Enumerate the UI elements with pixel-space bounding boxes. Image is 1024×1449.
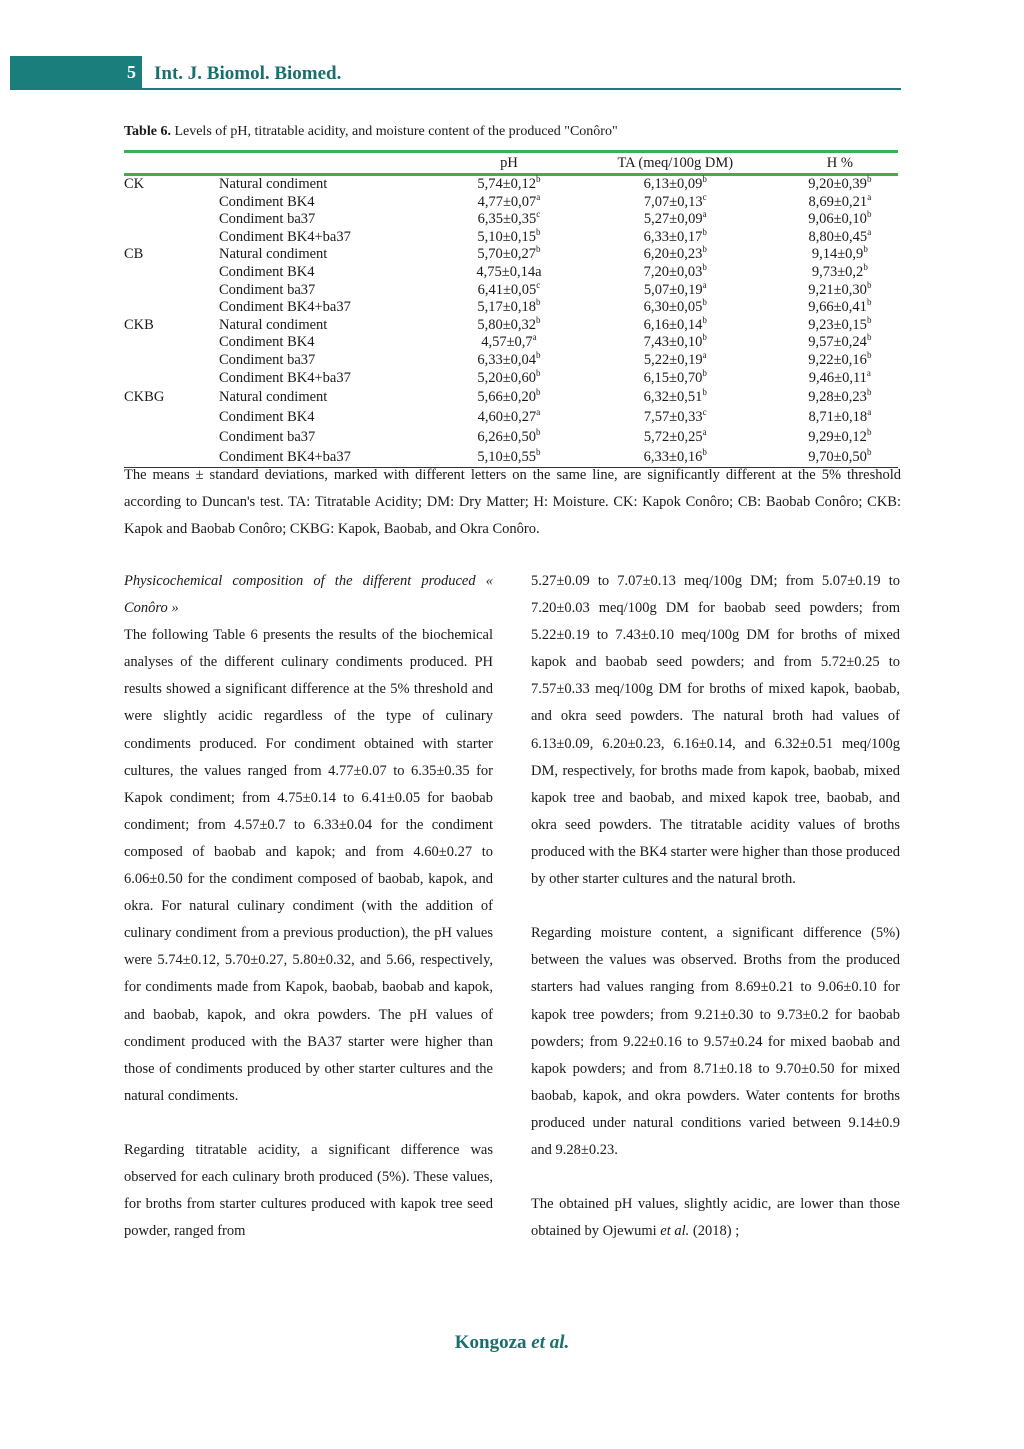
cell-condiment-value: Natural condiment	[219, 176, 328, 192]
table-row	[124, 211, 898, 229]
cell-ph-value: 5,10±0,15	[477, 228, 537, 245]
table-body	[124, 175, 898, 468]
cell-ph	[449, 334, 569, 352]
col-header-ph: pH	[449, 152, 569, 175]
table-label: Table 6.	[124, 124, 171, 139]
cell-condiment	[219, 229, 449, 247]
cell-ph-value: 5,10±0,55	[477, 449, 537, 466]
table-row	[124, 407, 898, 427]
cell-ph-value: 5,74±0,12	[477, 176, 537, 192]
cell-moisture-letter: a	[867, 226, 872, 237]
cell-ta	[569, 264, 782, 282]
cell-ta-value: 7,20±0,03	[643, 263, 703, 280]
cell-condiment	[219, 175, 449, 194]
cell-ta	[569, 387, 782, 407]
cell-ph-value: 6,35±0,35	[477, 211, 537, 228]
cell-moisture-value: 9,29±0,12	[808, 429, 867, 446]
cell-ph	[449, 407, 569, 427]
cell-ph	[449, 226, 569, 247]
cell-condiment-value: Natural condiment	[219, 316, 328, 333]
cell-moisture-letter: b	[866, 279, 872, 290]
cell-ta-value: 6,30±0,05	[643, 299, 703, 316]
cell-moisture-letter: b	[866, 209, 872, 220]
cell-moisture-letter: a	[867, 191, 872, 202]
cell-group-value: CK	[124, 176, 145, 192]
cell-condiment	[219, 317, 449, 335]
cell-group	[124, 211, 219, 229]
cell-ph-value: 5,70±0,27	[477, 246, 537, 263]
cell-group	[124, 246, 219, 264]
cell-moisture-value: 9,14±0,9	[811, 246, 864, 263]
paragraph: Regarding moisture content, a significant difference (5%) between the values was observed. Broths from the produced starters had values ranging from 8.69±0.21 to 9.06±0.10 for kapok tree powders; from 9.21±0.30 to 9.73±0.2 for baobab powders; from 9.22±0.16 to 9.57±0.24 for mixed baobab and kapok powders; and from 8.71±0.18 to 9.70±0.50 for mixed baobab, kapok, and okra powders. Water contents for broths produced under natural conditions varied between 9.14±0.9 and 9.28±0.23.	[531, 925, 900, 1158]
cell-group	[124, 334, 219, 352]
cell-ph	[449, 314, 569, 335]
cell-ta	[569, 352, 782, 370]
left-column	[124, 568, 493, 1245]
cell-ph	[449, 299, 569, 317]
col-header-condiment	[219, 152, 449, 175]
section-heading: Physicochemical composition of the different produced « Conôro »	[124, 573, 493, 617]
cell-ta	[569, 314, 782, 335]
cell-ph	[449, 352, 569, 370]
cell-moisture	[782, 226, 898, 247]
cell-condiment-value: Condiment BK4	[219, 193, 315, 210]
cell-condiment-value: Condiment ba37	[219, 211, 316, 228]
table-note: The means ± standard deviations, marked with different letters on the same line, are significantly different at the 5% threshold according to Duncan's test. TA: Titratable Acidity; DM: Dry Matter; H: Moisture. CK: Kapok Conôro; CB: Baobab Conôro; CKB: Kapok and Baobab Conôro; CKBG: Kapok, Baobab, and Okra Conôro.	[124, 467, 901, 537]
table-caption	[124, 124, 904, 140]
running-header	[10, 56, 901, 90]
cell-ph	[449, 387, 569, 407]
cell-ta-letter: b	[702, 244, 707, 255]
table-row	[124, 194, 898, 212]
cell-ph-value: 6,26±0,50	[477, 429, 537, 446]
cell-group	[124, 264, 219, 282]
cell-ta	[569, 299, 782, 317]
cell-ph-letter: b	[536, 297, 541, 308]
cell-moisture	[782, 407, 898, 427]
journal-title: Int. J. Biomol. Biomed.	[154, 63, 342, 84]
cell-ta-letter: a	[702, 427, 707, 438]
cell-ph-letter: c	[536, 279, 541, 290]
page-number: 5	[10, 56, 142, 88]
cell-ta-value: 6,32±0,51	[643, 389, 703, 406]
cell-ta-value: 5,22±0,19	[643, 351, 703, 368]
cell-ph-value: 5,80±0,32	[477, 316, 537, 333]
cell-ta-value: 5,72±0,25	[643, 429, 703, 446]
cell-moisture	[782, 367, 898, 388]
cell-ta-value: 5,07±0,19	[643, 281, 703, 298]
cell-condiment-value: Condiment BK4	[219, 334, 315, 351]
cell-ta	[569, 246, 782, 264]
cell-moisture-value: 8,71±0,18	[808, 409, 868, 426]
table-row	[124, 427, 898, 447]
cell-group-value: CKBG	[124, 389, 165, 406]
cell-group	[124, 370, 219, 388]
cell-condiment-value: Condiment BK4+ba37	[219, 449, 351, 466]
table-row	[124, 317, 898, 335]
cell-condiment-value: Natural condiment	[219, 389, 328, 406]
cell-condiment	[219, 387, 449, 407]
cell-ph-value: 5,17±0,18	[477, 299, 537, 316]
cell-moisture-value: 9,73±0,2	[811, 263, 864, 280]
table-row	[124, 282, 898, 300]
cell-ta	[569, 279, 782, 300]
cell-ph-value: 4,57±0,7	[481, 334, 533, 351]
cell-ph-letter: b	[536, 447, 541, 458]
cell-ta-value: 6,16±0,14	[643, 316, 703, 333]
table-row	[124, 352, 898, 370]
cell-ph-letter: b	[536, 244, 541, 255]
table-row	[124, 246, 898, 264]
paragraph-text: The obtained pH values, slightly acidic, are lower than those obtained by Ojewumi	[531, 1196, 900, 1240]
cell-ta-letter: b	[702, 226, 707, 237]
cell-moisture-letter: b	[866, 387, 872, 398]
cell-moisture-letter: b	[866, 332, 872, 343]
cell-ph-letter: b	[536, 174, 541, 185]
cell-moisture-letter: b	[866, 174, 872, 185]
cell-moisture-letter: a	[867, 407, 872, 418]
cell-condiment-value: Condiment BK4+ba37	[219, 228, 351, 245]
cell-moisture-letter: b	[863, 244, 868, 255]
cell-condiment	[219, 334, 449, 352]
table-row	[124, 175, 898, 194]
cell-ph	[449, 191, 569, 212]
cell-moisture-letter: b	[866, 350, 872, 361]
table-row	[124, 387, 898, 407]
cell-group	[124, 299, 219, 317]
footer-author	[0, 1332, 1024, 1354]
cell-ta-letter: c	[702, 191, 707, 202]
cell-group	[124, 387, 219, 407]
cell-ph	[449, 246, 569, 264]
cell-condiment-value: Natural condiment	[219, 246, 328, 263]
cell-moisture-value: 9,70±0,50	[808, 449, 867, 466]
cell-ta	[569, 334, 782, 352]
cell-ph-value: 5,20±0,60	[477, 369, 537, 386]
cell-moisture	[782, 279, 898, 300]
cell-ta	[569, 367, 782, 388]
cell-condiment	[219, 194, 449, 212]
cell-ta-value: 6,13±0,09	[643, 176, 703, 192]
cell-ph-letter: b	[536, 387, 541, 398]
table-row	[124, 334, 898, 352]
cell-condiment	[219, 211, 449, 229]
cell-moisture-letter: b	[866, 447, 872, 458]
cell-moisture-value: 9,22±0,16	[808, 351, 867, 368]
cell-moisture-value: 9,20±0,39	[808, 176, 867, 192]
cell-condiment	[219, 352, 449, 370]
cell-group	[124, 175, 219, 194]
cell-ta-letter: b	[702, 387, 707, 398]
cell-group	[124, 352, 219, 370]
cell-group	[124, 194, 219, 212]
cell-moisture-value: 9,28±0,23	[808, 389, 867, 406]
paragraph: Regarding titratable acidity, a significant difference was observed for each culinary broth produced (5%). These values, for broths from starter cultures produced with kapok tree seed powder, ranged from	[124, 1141, 493, 1240]
cell-moisture-value: 9,21±0,30	[808, 281, 867, 298]
cell-ph	[449, 211, 569, 229]
cell-condiment-value: Condiment ba37	[219, 429, 316, 446]
cell-ph-letter: b	[536, 350, 541, 361]
paragraph-italic: et al.	[660, 1223, 690, 1240]
cell-moisture	[782, 264, 898, 282]
cell-condiment	[219, 264, 449, 282]
cell-moisture-letter: b	[863, 262, 868, 273]
cell-moisture	[782, 246, 898, 264]
cell-moisture	[782, 352, 898, 370]
cell-ta-value: 6,20±0,23	[643, 246, 703, 263]
cell-ph-letter: a	[536, 191, 541, 202]
cell-ta-value: 6,33±0,17	[643, 228, 703, 245]
paragraph-text: (2018) ;	[689, 1223, 740, 1240]
cell-condiment-value: Condiment BK4	[219, 263, 315, 280]
cell-ta-value: 6,33±0,16	[643, 449, 703, 466]
cell-ta-letter: a	[702, 350, 707, 361]
cell-moisture	[782, 211, 898, 229]
table-row	[124, 299, 898, 317]
cell-ta-value: 7,57±0,33	[643, 409, 703, 426]
cell-moisture-value: 9,46±0,11	[808, 369, 867, 386]
cell-ph	[449, 264, 569, 282]
cell-ph-letter: a	[536, 407, 541, 418]
cell-moisture-letter: a	[866, 367, 871, 378]
cell-ph	[449, 279, 569, 300]
cell-ta	[569, 226, 782, 247]
paragraph: The following Table 6 presents the results of the biochemical analyses of the different culinary condiments produced. PH results showed a significant difference at the 5% threshold and were slightly acidic regardless of the type of culinary condiments produced. For condiment obtained with starter cultures, the values ranged from 4.77±0.07 to 6.35±0.35 for Kapok condiment; from 4.75±0.14 to 6.41±0.05 for baobab condiment; from 4.57±0.7 to 6.33±0.04 for the condiment composed of baobab and kapok; and from 4.60±0.27 to 6.06±0.50 for the condiment composed of baobab, kapok, and okra. For natural culinary condiment (with the addition of culinary condiment from a previous production), the pH values were 5.74±0.12, 5.70±0.27, 5.80±0.32, and 5.66, respectively, for condiments made from Kapok, baobab, baobab and kapok, and baobab, kapok, and okra powders. The pH values of condiment produced with the BA37 starter were higher than those of condiments produced by other starter cultures and the natural condiments.	[124, 627, 493, 1104]
cell-ph	[449, 367, 569, 388]
cell-ta-letter: b	[702, 367, 707, 378]
col-header-moisture: H %	[782, 152, 898, 175]
table-row	[124, 264, 898, 282]
cell-moisture	[782, 427, 898, 447]
cell-group-value: CB	[124, 246, 144, 263]
cell-ta-letter: a	[702, 279, 707, 290]
cell-group	[124, 282, 219, 300]
table-caption-text: Levels of pH, titratable acidity, and moisture content of the produced "Conôro"	[170, 124, 618, 139]
cell-group	[124, 407, 219, 427]
cell-condiment-value: Condiment ba37	[219, 351, 316, 368]
cell-ta-letter: c	[702, 407, 707, 418]
table-row	[124, 229, 898, 247]
cell-ph-letter: c	[536, 209, 541, 220]
results-table	[124, 150, 898, 468]
cell-ta-letter: a	[702, 209, 707, 220]
cell-ta-value: 7,07±0,13	[643, 193, 703, 210]
col-header-ta: TA (meq/100g DM)	[569, 152, 782, 175]
cell-moisture-value: 9,23±0,15	[808, 316, 867, 333]
cell-ta-letter: b	[702, 174, 707, 185]
cell-moisture-value: 9,57±0,24	[808, 334, 867, 351]
cell-condiment	[219, 299, 449, 317]
cell-condiment	[219, 407, 449, 427]
right-column	[531, 568, 900, 1245]
cell-moisture	[782, 314, 898, 335]
cell-ta-letter: b	[702, 332, 707, 343]
cell-ph-letter: b	[536, 226, 541, 237]
paragraph	[531, 1191, 900, 1245]
cell-group	[124, 317, 219, 335]
cell-ph-value: 4,75±0,14a	[476, 263, 542, 280]
cell-ph-letter: b	[536, 314, 541, 325]
cell-condiment-value: Condiment BK4+ba37	[219, 369, 351, 386]
cell-ta-letter: b	[702, 447, 707, 458]
cell-ta-value: 5,27±0,09	[643, 211, 703, 228]
cell-ph-letter: b	[536, 367, 541, 378]
cell-ta-letter: b	[702, 262, 707, 273]
cell-ph-value: 6,41±0,05	[477, 281, 537, 298]
cell-ph-value: 4,77±0,07	[477, 193, 537, 210]
cell-ph	[449, 427, 569, 447]
cell-moisture-value: 9,06±0,10	[808, 211, 867, 228]
cell-ta-value: 6,15±0,70	[643, 369, 703, 386]
cell-ta	[569, 191, 782, 212]
cell-ta-letter: b	[702, 297, 707, 308]
cell-ph-value: 4,60±0,27	[477, 409, 537, 426]
cell-ta-letter: b	[702, 314, 707, 325]
cell-moisture	[782, 175, 898, 194]
cell-ph-letter: b	[536, 427, 541, 438]
cell-moisture-letter: b	[866, 427, 872, 438]
cell-condiment	[219, 282, 449, 300]
cell-moisture-value: 8,69±0,21	[808, 193, 868, 210]
author-name: Kongoza	[454, 1332, 532, 1353]
col-header-group	[124, 152, 219, 175]
cell-ph-value: 5,66±0,20	[477, 389, 537, 406]
cell-moisture	[782, 334, 898, 352]
cell-ta	[569, 211, 782, 229]
cell-ph	[449, 175, 569, 194]
cell-ta	[569, 407, 782, 427]
cell-condiment	[219, 246, 449, 264]
cell-condiment	[219, 427, 449, 447]
cell-moisture-value: 8,80±0,45	[808, 228, 868, 245]
cell-ta	[569, 175, 782, 194]
table-row	[124, 370, 898, 388]
paragraph: 5.27±0.09 to 7.07±0.13 meq/100g DM; from 5.07±0.19 to 7.20±0.03 meq/100g DM for baobab seed powders; from 5.22±0.19 to 7.43±0.10 meq/100g DM for broths of mixed kapok and baobab seed powders; and from 5.72±0.25 to 7.57±0.33 meq/100g DM for broths of mixed kapok, baobab, and okra seed powders. The natural broth had values of 6.13±0.09, 6.20±0.23, 6.16±0.14, and 6.32±0.51 meq/100g DM, respectively, for broths made from kapok, baobab, mixed kapok tree and baobab, and mixed kapok tree, baobab, and okra seed powders. The titratable acidity values of broths produced with the BK4 starter were higher than those produced by other starter cultures and the natural broth.	[531, 573, 900, 888]
table-header-row	[124, 152, 898, 175]
cell-condiment-value: Condiment ba37	[219, 281, 316, 298]
cell-condiment-value: Condiment BK4	[219, 409, 315, 426]
cell-moisture	[782, 387, 898, 407]
author-etal: et al.	[531, 1332, 570, 1353]
cell-condiment	[219, 370, 449, 388]
cell-moisture	[782, 191, 898, 212]
cell-group	[124, 229, 219, 247]
cell-moisture-letter: b	[866, 297, 872, 308]
cell-group-value: CKB	[124, 316, 154, 333]
cell-ta	[569, 427, 782, 447]
cell-ta-value: 7,43±0,10	[643, 334, 703, 351]
cell-condiment-value: Condiment BK4+ba37	[219, 299, 351, 316]
cell-ph-letter: a	[532, 332, 537, 343]
cell-ph-value: 6,33±0,04	[477, 351, 537, 368]
cell-moisture-letter: b	[866, 314, 872, 325]
cell-group	[124, 427, 219, 447]
cell-moisture-value: 9,66±0,41	[808, 299, 867, 316]
cell-moisture	[782, 299, 898, 317]
